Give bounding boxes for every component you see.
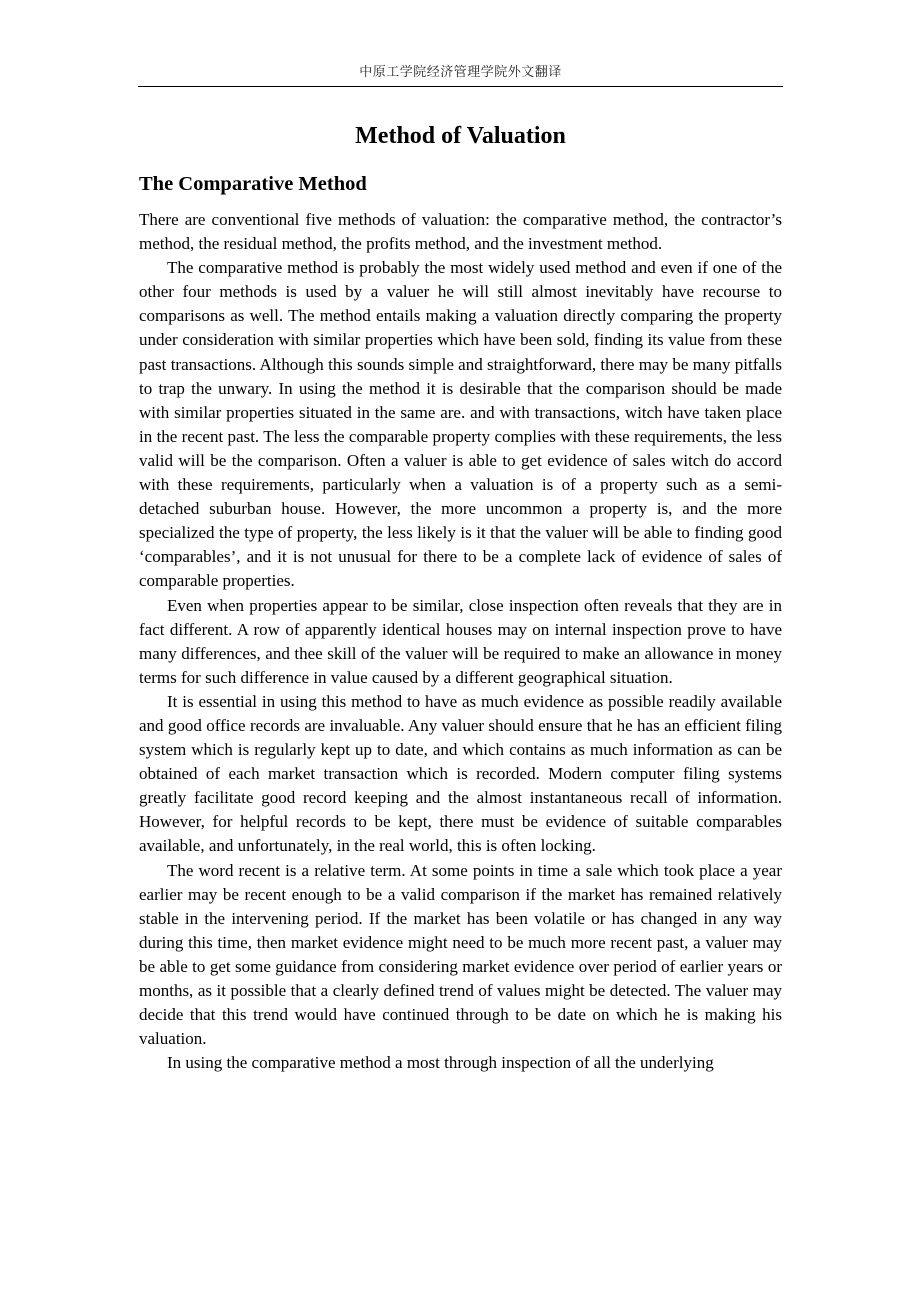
paragraph: Even when properties appear to be similar, close inspection often reveals that they are in fact different. A row of apparently identical houses may on internal inspection prove to have many differences, and thee skill of the valuer will be required to make an allowance in money terms for such difference in value caused by a different geographical situation. <box>139 595 782 687</box>
body-text <box>139 208 782 1075</box>
header-rule <box>138 86 783 87</box>
page-header: 中原工学院经济管理学院外文翻译 <box>359 65 562 80</box>
document-title: Method of Valuation <box>355 123 566 149</box>
paragraph: It is essential in using this method to have as much evidence as possible readily available and good office records are invaluable. Any valuer should ensure that he has an efficient filing system which is regularly kept up to date, and which contains as much information as can be obtained of each market transaction which is recorded. Modern computer filing systems greatly facilitate good record keeping and the almost instantaneous recall of information. However, for helpful records to be kept, there must be evidence of suitable comparables available, and unfortunately, in the real world, this is often locking. <box>139 691 782 856</box>
paragraph: The word recent is a relative term. At some points in time a sale which took place a year earlier may be recent enough to be a valid comparison if the market has remained relatively stable in the intervening period. If the market has been volatile or has changed in any way during this time, then market evidence might need to be much more recent past, a valuer may be able to get some guidance from considering market evidence over period of earlier years or months, as it possible that a clearly defined trend of values might be detected. The valuer may decide that this trend would have continued through to be date on which he is making his valuation. <box>139 860 782 1049</box>
section-heading: The Comparative Method <box>139 173 367 195</box>
paragraph: In using the comparative method a most through inspection of all the underlying <box>167 1053 714 1073</box>
paragraph: There are conventional five methods of valuation: the comparative method, the contractor’s method, the residual method, the profits method, and the investment method. <box>139 210 782 254</box>
paragraph: The comparative method is probably the most widely used method and even if one of the other four methods is used by a valuer he will still almost inevitably have recourse to comparisons as well. The method entails making a valuation directly comparing the property under consideration with similar properties which have been sold, finding its value from these past transactions. Although this sounds simple and straightforward, there may be many pitfalls to trap the unwary. In using the method it is desirable that the comparison should be made with similar properties situated in the same are. and with transactions, witch have taken place in the recent past. The less the comparable property complies with these requirements, the less valid will be the comparison. Often a valuer is able to get evidence of sales witch do accord with these requirements, particularly when a valuation is of a property such as a semi-detached suburban house. However, the more uncommon a property is, and the more specialized the type of property, the less likely is it that the valuer will be able to finding good ‘comparables’, and it is not unusual for there to be a complete lack of evidence of sales of comparable properties. <box>139 258 782 591</box>
